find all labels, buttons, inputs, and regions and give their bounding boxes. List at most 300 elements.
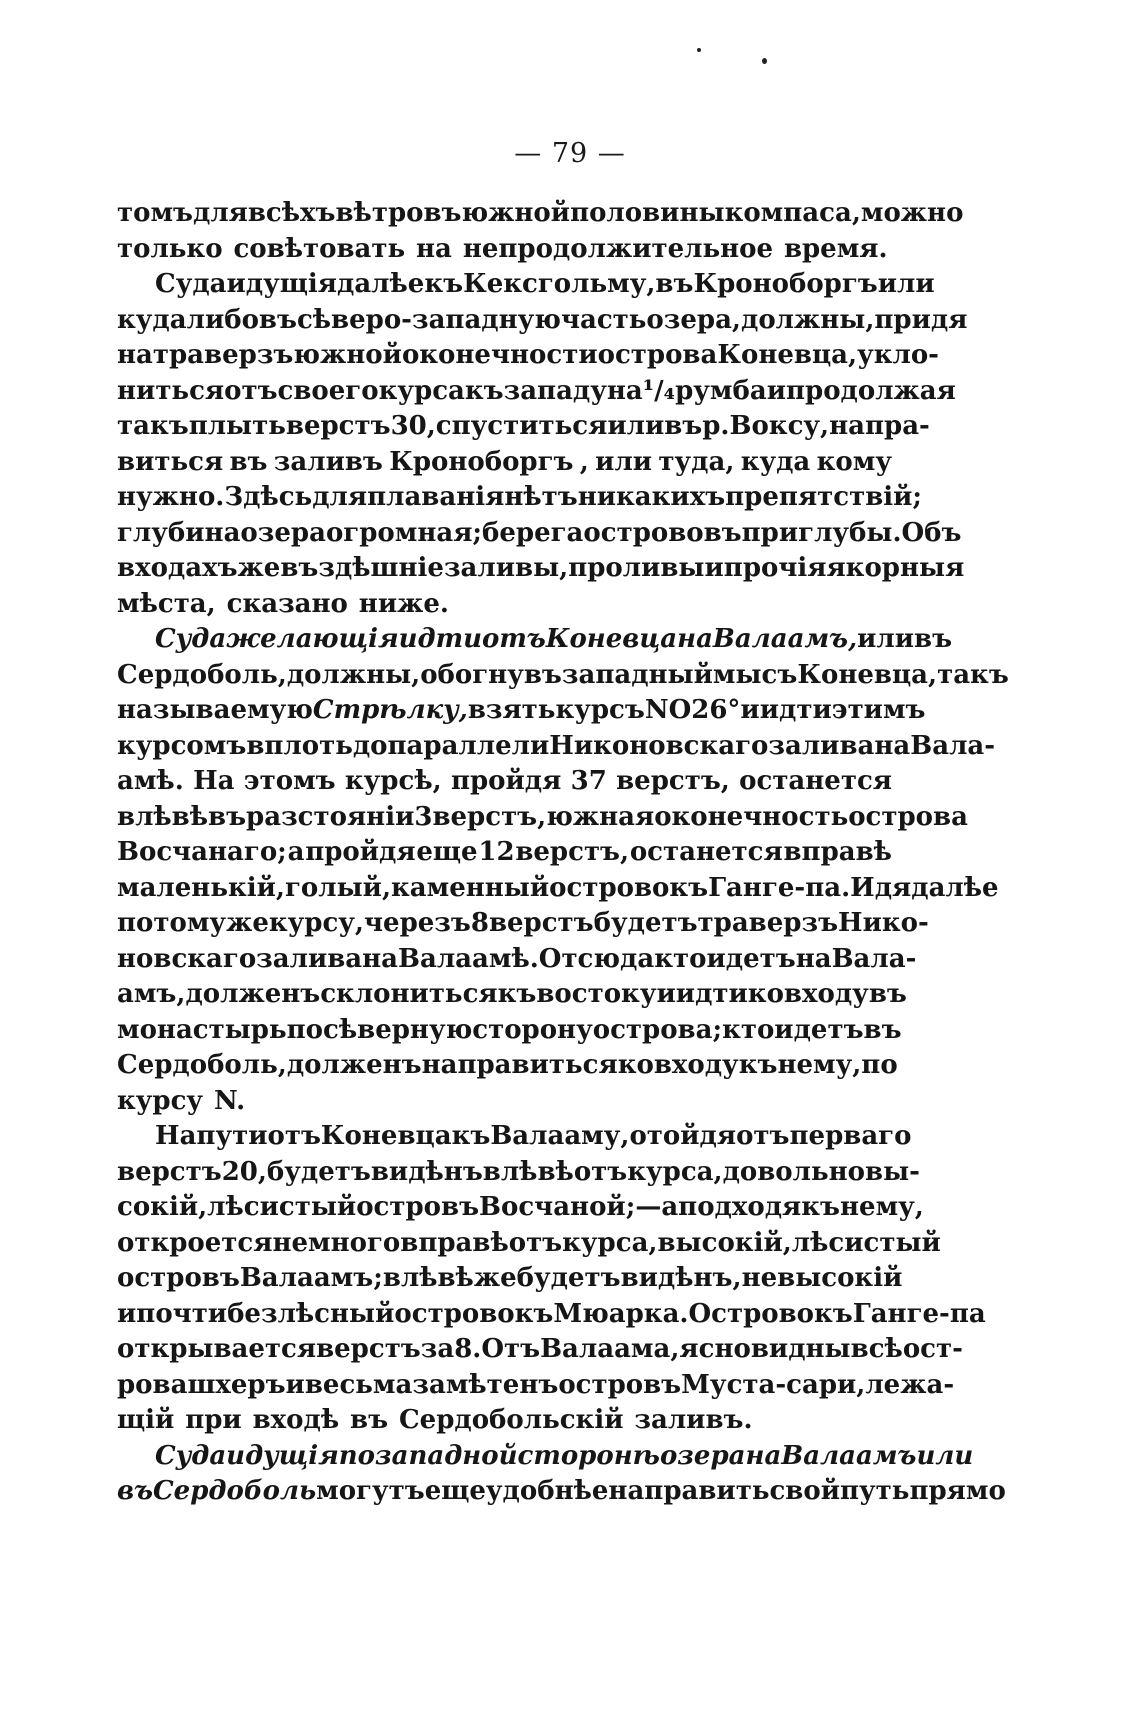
word: пройдя <box>450 766 562 796</box>
word: острова <box>597 340 718 370</box>
text-line <box>117 1368 955 1404</box>
text-line <box>117 871 999 907</box>
word: Нико- <box>838 908 929 938</box>
word: влѣвѣ <box>117 801 209 832</box>
word: влѣвѣ <box>482 1156 574 1187</box>
word: р. <box>702 411 730 441</box>
word: спуститься <box>435 411 608 441</box>
word: будетъ <box>266 1156 371 1187</box>
text-line <box>117 764 892 800</box>
word: въ <box>258 304 297 335</box>
word: или <box>595 446 653 477</box>
word: На <box>155 1121 197 1151</box>
word: въ <box>229 446 268 477</box>
word: къ <box>738 1050 778 1080</box>
word: можно <box>860 198 964 228</box>
page-number: — 79 — <box>514 138 626 169</box>
word: лѣсистый <box>207 1192 357 1222</box>
word: Объ <box>901 517 962 548</box>
text-line <box>117 977 907 1013</box>
text-line <box>117 1403 892 1439</box>
word: входахъ <box>117 553 238 583</box>
word: 8 <box>470 908 489 938</box>
text-line <box>117 480 923 516</box>
word: свой <box>769 1476 840 1506</box>
text-line <box>117 232 892 268</box>
word: влѣвѣ <box>382 1263 474 1293</box>
word: залива <box>256 943 363 974</box>
word: отъ <box>224 375 278 406</box>
word: томъ <box>117 198 193 228</box>
word: Коневца <box>545 624 678 654</box>
word: въ <box>350 1405 389 1435</box>
word: по <box>338 1440 376 1471</box>
word: видѣнъ <box>370 1156 483 1187</box>
word: южной <box>461 198 571 228</box>
text-line <box>117 1190 924 1226</box>
text-line <box>117 587 892 623</box>
word: кто <box>654 943 707 974</box>
word: въ <box>868 979 907 1009</box>
word: , <box>579 446 589 477</box>
word: отъ <box>573 1156 628 1187</box>
word: Сердоболь, <box>117 1050 287 1080</box>
word: глубина <box>117 517 241 548</box>
text-line <box>117 1013 902 1049</box>
word: курсъ <box>555 695 645 725</box>
word: мѣста, <box>117 588 216 619</box>
word: идти <box>759 695 832 725</box>
word: нужно. <box>117 482 225 512</box>
word: плыть <box>188 411 286 441</box>
word: островокъ <box>394 1298 554 1329</box>
word: южной <box>293 340 402 370</box>
word: невысокій <box>741 1263 903 1293</box>
word: а <box>661 1192 679 1222</box>
word: вѣтровъ <box>335 198 462 228</box>
word: параллели <box>387 730 550 761</box>
word: Коневца, <box>797 659 938 690</box>
word: видны <box>750 1334 851 1364</box>
text-line <box>117 835 892 871</box>
word: на <box>745 1440 782 1471</box>
word: рова <box>117 1369 188 1400</box>
word: Сердобольскій <box>398 1405 624 1435</box>
text-line <box>117 1332 963 1368</box>
word: на <box>117 340 153 370</box>
word: ниться <box>117 375 225 406</box>
word: залива <box>768 730 875 761</box>
word: виться <box>117 446 224 477</box>
word: Воксу, <box>729 411 830 441</box>
word: островъ <box>356 1192 480 1222</box>
text-line <box>117 445 892 481</box>
text-line <box>117 338 939 374</box>
word: Ганге-па <box>852 1298 986 1329</box>
word: Восчанаго; <box>117 837 287 867</box>
word: востоку <box>536 979 657 1009</box>
word: немного <box>272 1227 401 1258</box>
word: Восчаной; <box>479 1192 636 1222</box>
word: и <box>704 553 724 583</box>
word: въ <box>655 269 694 299</box>
word: черезъ <box>364 908 471 938</box>
word: румба <box>675 375 767 406</box>
word: же <box>237 553 281 583</box>
word: могутъ <box>316 1476 425 1506</box>
word: въ <box>863 1014 902 1045</box>
word: Кроноборгъ <box>693 269 878 299</box>
word: Стрѣлку, <box>312 695 468 725</box>
word: всѣ <box>850 1334 903 1364</box>
word: отъ <box>736 1121 790 1151</box>
word: верстъ <box>117 1156 222 1187</box>
word: якорныя <box>826 553 965 583</box>
word: будетъ <box>593 908 698 938</box>
word: каменный <box>391 872 550 903</box>
word: идущія <box>226 1440 339 1471</box>
word: монастырь <box>117 1014 287 1045</box>
word: мысъ <box>712 659 798 690</box>
word: отъ <box>482 624 546 654</box>
word: на <box>362 943 399 974</box>
word: курсѣ, <box>344 766 442 796</box>
word: Коневца, <box>717 340 858 370</box>
word: верстъ, <box>432 801 547 832</box>
word: верстъ <box>316 1334 421 1364</box>
word: или <box>857 624 915 654</box>
word: вплоть <box>246 730 353 761</box>
word: западной <box>375 1440 518 1471</box>
word: компаса, <box>724 198 861 228</box>
word: своего <box>277 375 379 406</box>
word: разстояніи <box>246 801 415 832</box>
word: долженъ <box>185 979 321 1009</box>
word: Суда <box>155 269 227 299</box>
word: пути <box>196 1121 268 1151</box>
word: въ <box>914 624 953 654</box>
word: по <box>861 1050 898 1080</box>
word: на <box>416 233 452 264</box>
word: верстъ <box>285 411 391 441</box>
word: Валаамъ <box>781 1440 917 1471</box>
word: сказано <box>226 588 348 619</box>
word: въ <box>664 411 703 441</box>
word: весьма <box>304 1369 413 1400</box>
word: островокъ <box>549 872 709 903</box>
word: называемую <box>117 695 313 725</box>
word: довольно <box>722 1156 865 1187</box>
word: нѣтъ <box>504 482 578 512</box>
text-line <box>117 303 968 339</box>
word: на <box>677 624 713 654</box>
word: Вала- <box>910 730 996 761</box>
text-line <box>117 1297 986 1333</box>
word: Коневца <box>320 1121 452 1151</box>
word: курсу, <box>268 908 364 938</box>
word: прочія <box>723 553 827 583</box>
word: заливы, <box>443 553 569 583</box>
text-line <box>117 1084 892 1120</box>
word: долженъ <box>286 1050 422 1080</box>
word: — <box>635 1192 662 1222</box>
word: останется <box>629 837 783 867</box>
word: совѣтовать <box>233 233 406 264</box>
text-line <box>117 1119 912 1155</box>
word: на <box>606 375 643 406</box>
word: подходя <box>678 1192 802 1222</box>
word: Суда <box>155 624 227 654</box>
word: останется <box>739 766 892 796</box>
word: лежа- <box>865 1369 955 1400</box>
word: курса, <box>627 1156 723 1187</box>
word: и <box>740 695 760 725</box>
word: туда, <box>658 446 735 477</box>
word: амѣ. <box>117 766 184 796</box>
ink-speck <box>697 48 701 52</box>
text-line <box>117 693 926 729</box>
word: новскаго <box>117 943 257 974</box>
word: препятствій; <box>725 482 923 512</box>
word: плаванія <box>367 482 505 512</box>
word: къ <box>464 375 504 406</box>
body-text <box>117 196 1009 1510</box>
text-line <box>117 906 929 942</box>
word: куда <box>117 304 187 335</box>
word: заливъ. <box>634 1405 753 1435</box>
word: берега <box>482 517 584 548</box>
word: и <box>117 1298 137 1329</box>
text-line <box>117 267 935 303</box>
word: курса, <box>562 1227 658 1258</box>
word: Островокъ <box>688 1298 853 1329</box>
word: здѣшніе <box>318 553 444 583</box>
word: 26° <box>691 695 741 725</box>
text-line <box>117 658 1009 694</box>
word: Валааму, <box>490 1121 630 1151</box>
word: къ <box>451 1121 491 1151</box>
word: продолжая <box>785 375 956 406</box>
word: этомъ <box>243 766 336 796</box>
word: почти <box>136 1298 228 1329</box>
word: островъ <box>558 1369 682 1400</box>
text-line <box>117 1261 903 1297</box>
word: амъ, <box>117 979 186 1009</box>
word: острова <box>848 801 968 832</box>
word: сокій, <box>117 1192 208 1222</box>
word: маленькій, <box>117 872 285 903</box>
word: никакихъ <box>577 482 726 512</box>
word: или <box>607 411 665 441</box>
word: должны, <box>286 659 421 690</box>
word: будетъ <box>516 1263 621 1293</box>
word: только <box>117 233 223 264</box>
word: ясно <box>679 1334 751 1364</box>
word: ко <box>747 979 784 1009</box>
word: къ <box>497 979 537 1009</box>
word: или <box>877 269 935 299</box>
word: курсомъ <box>117 730 247 761</box>
word: откроется <box>117 1227 273 1258</box>
word: 37 <box>570 766 607 796</box>
word: ¹/₄ <box>642 375 676 406</box>
word: этимъ <box>831 695 926 725</box>
word: еще <box>424 1476 486 1506</box>
word: пройдя <box>305 837 416 867</box>
word: Вала- <box>831 943 917 974</box>
word: Отъ <box>481 1334 541 1364</box>
word: Мюарка. <box>553 1298 689 1329</box>
word: такъ <box>117 411 189 441</box>
word: придя <box>874 304 968 335</box>
word: 12 <box>478 837 515 867</box>
word: же <box>226 908 269 938</box>
word: въ <box>280 553 319 583</box>
text-line <box>117 551 965 587</box>
word: Муста-сари, <box>681 1369 866 1400</box>
word: ко <box>617 1050 654 1080</box>
word: всѣхъ <box>247 198 336 228</box>
word: склониться <box>320 979 498 1009</box>
word: направить <box>608 1476 770 1506</box>
text-line <box>117 1474 1006 1510</box>
ink-speck <box>762 58 767 64</box>
text-line <box>117 374 956 410</box>
word: либо <box>186 304 259 335</box>
word: 20, <box>221 1156 267 1187</box>
word: и <box>285 1369 305 1400</box>
word: острова; <box>592 1014 723 1045</box>
word: Идя <box>850 872 912 903</box>
word: идетъ <box>774 1014 864 1045</box>
word: Валаамѣ. <box>398 943 539 974</box>
word: На <box>193 766 235 796</box>
word: сѣверную <box>323 1014 473 1045</box>
word: приглубы. <box>741 517 902 548</box>
word: траверзъ <box>697 908 839 938</box>
word: обогнувъ <box>420 659 562 690</box>
word: такъ <box>937 659 1009 690</box>
word: куда <box>740 446 811 477</box>
word: удобнѣе <box>485 1476 609 1506</box>
word: должны, <box>740 304 875 335</box>
word: южная <box>546 801 655 832</box>
text-line <box>117 1048 898 1084</box>
word: Сердоболь, <box>117 659 287 690</box>
word: половины <box>570 198 725 228</box>
word: открывается <box>117 1334 317 1364</box>
text-line <box>117 196 964 232</box>
word: еще <box>416 837 478 867</box>
word: озера <box>240 517 326 548</box>
word: а <box>287 837 305 867</box>
word: озера, <box>646 304 741 335</box>
word: 3 <box>414 801 433 832</box>
word: Суда <box>155 1440 227 1471</box>
word: далѣе <box>337 269 425 299</box>
word: сторонѣ <box>517 1440 660 1471</box>
word: вправѣ <box>783 837 892 867</box>
word: нему, <box>777 1050 862 1080</box>
text-line <box>117 516 962 552</box>
word: на <box>795 943 832 974</box>
word: N. <box>213 1085 246 1116</box>
word: отъ <box>267 1121 321 1151</box>
word: верстъ, <box>515 837 630 867</box>
word: за <box>420 1334 455 1364</box>
word: на <box>874 730 911 761</box>
word: западный <box>561 659 713 690</box>
word: кому <box>816 446 892 477</box>
word: тому <box>153 908 227 938</box>
word: оконечность <box>654 801 849 832</box>
word: курсу <box>117 1085 204 1116</box>
word: Здѣсь <box>224 482 313 512</box>
word: щій <box>117 1405 175 1435</box>
word: для <box>312 482 368 512</box>
word: идущія <box>226 269 337 299</box>
word: по <box>117 908 154 938</box>
word: острововъ <box>583 517 742 548</box>
word: проливы <box>568 553 705 583</box>
word: идти <box>398 624 483 654</box>
word: Валаамъ, <box>712 624 858 654</box>
word: отъ <box>508 1227 563 1258</box>
word: кто <box>722 1014 775 1045</box>
word: ниже. <box>358 588 449 619</box>
word: къ <box>801 1192 840 1222</box>
word: лѣсистый <box>791 1227 941 1258</box>
word: часть <box>560 304 647 335</box>
word: видѣнъ, <box>620 1263 742 1293</box>
text-line <box>117 800 968 836</box>
word: траверзъ <box>152 340 294 370</box>
word: верстъ <box>488 908 594 938</box>
word: западу <box>503 375 607 406</box>
text-line <box>117 1439 974 1475</box>
word: сторону <box>472 1014 593 1045</box>
word: для <box>192 198 248 228</box>
word: желающія <box>226 624 399 654</box>
word: напра- <box>829 411 930 441</box>
word: сѣверо-западную <box>296 304 561 335</box>
word: 30, <box>390 411 436 441</box>
text-line <box>117 729 996 765</box>
word: Валаамъ; <box>239 1263 383 1293</box>
word: Сердоболь <box>152 1476 317 1506</box>
text-line <box>117 1155 920 1191</box>
word: 8. <box>454 1334 482 1364</box>
word: въ <box>208 801 247 832</box>
word: до <box>352 730 388 761</box>
word: направиться <box>421 1050 618 1080</box>
word: къ <box>424 269 464 299</box>
word: или <box>916 1440 974 1471</box>
word: высокій, <box>657 1227 792 1258</box>
text-line <box>117 1226 941 1262</box>
word: вправѣ <box>400 1227 509 1258</box>
word: Кексгольму, <box>463 269 656 299</box>
word: непродолжительное <box>462 233 774 264</box>
word: при <box>185 1405 242 1435</box>
word: NO <box>644 695 692 725</box>
word: Кроноборгъ <box>389 446 574 477</box>
word: безлѣсный <box>227 1298 395 1329</box>
word: и <box>766 375 786 406</box>
word: островъ <box>117 1263 240 1293</box>
word: Отсюда <box>538 943 655 974</box>
word: входу <box>653 1050 739 1080</box>
